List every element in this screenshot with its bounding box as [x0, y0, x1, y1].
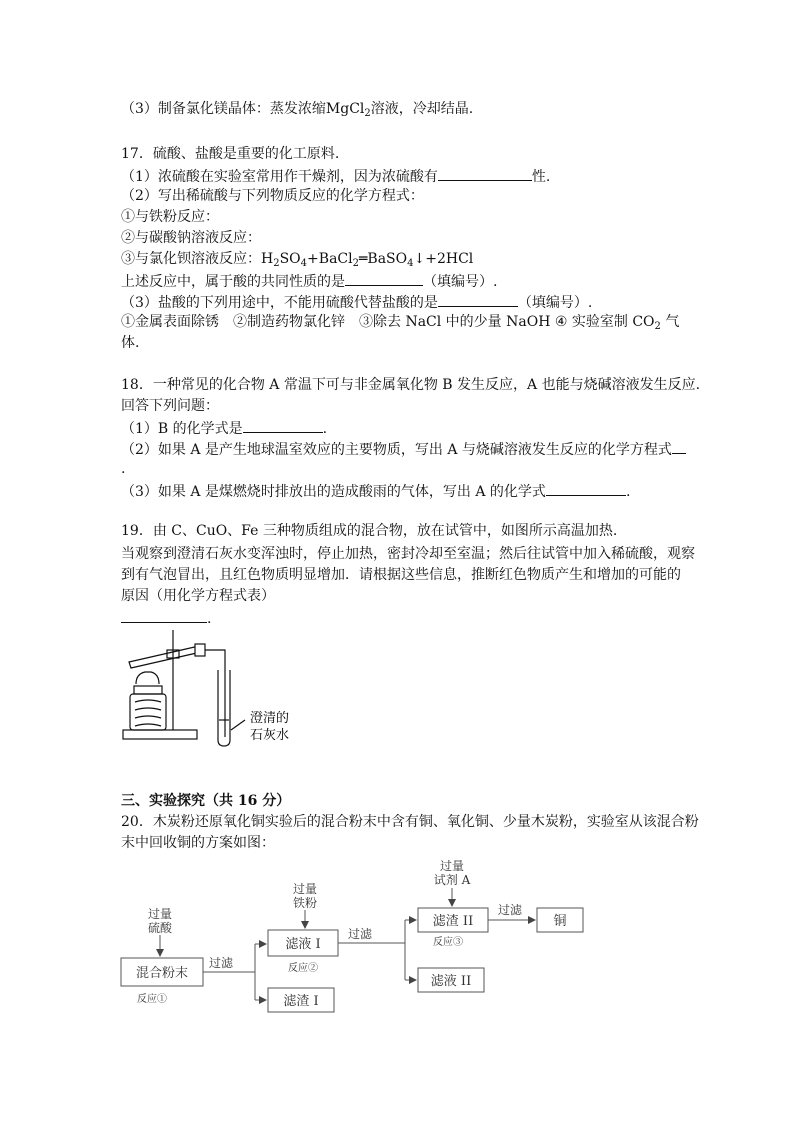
- q16-item3: （3）制备氯化镁晶体：蒸发浓缩MgCl$_2$溶液，冷却结晶.: [121, 101, 474, 119]
- copper-recovery-flowchart: [0, 850, 800, 1025]
- stopper: [195, 644, 205, 656]
- answer-blank[interactable]: [243, 418, 323, 433]
- stand-base: [123, 730, 197, 739]
- answer-blank[interactable]: [672, 439, 686, 454]
- q19-line4: 原因（用化学方程式表）: [121, 588, 275, 604]
- answer-blank[interactable]: [121, 608, 207, 623]
- label-reaction-2: 反应②: [288, 963, 318, 974]
- label-filter-2: 过滤: [347, 927, 373, 941]
- q17-part2: （2）写出稀硫酸与下列物质反应的化学方程式：: [121, 188, 424, 204]
- q18-part3: （3）如果 A 是煤燃烧时排放出的造成酸雨的气体，写出 A 的化学式 .: [121, 481, 630, 501]
- receiving-tube: [218, 670, 230, 746]
- q19-line2: 当观察到澄清石灰水变浑浊时，停止加热，密封冷却至室温；然后往试管中加入稀硫酸，观察: [121, 546, 695, 562]
- reagent-1-line1: 过量: [147, 907, 173, 921]
- label-copper: 铜: [553, 914, 567, 929]
- section-3-title: 三、实验探究（共 16 分）: [121, 793, 291, 809]
- q20-line2: 末中回收铜的方案如图：: [121, 835, 275, 851]
- delivery-tube: [205, 650, 225, 737]
- label-filtrate-2: 滤液 II: [430, 974, 472, 989]
- label-pointer: [231, 720, 245, 730]
- label-residue-2: 滤渣 II: [432, 914, 474, 929]
- label-filter-1: 过滤: [208, 956, 234, 970]
- reagent-2-line2: 铁粉: [292, 896, 318, 910]
- label-filtrate-1: 滤液 I: [285, 937, 321, 952]
- label-reaction-3: 反应③: [433, 937, 463, 948]
- reagent-1-line2: 硫酸: [147, 921, 173, 935]
- answer-blank[interactable]: [438, 166, 532, 181]
- label-mixed-powder: 混合粉末: [135, 966, 189, 981]
- q19-line3: 到有气泡冒出，且红色物质明显增加．请根据这些信息，推断红色物质产生和增加的可能的: [121, 567, 681, 583]
- q18-part1: （1）B 的化学式是 .: [121, 418, 327, 438]
- reagent-3-line1: 过量: [439, 859, 465, 873]
- lamp-neck: [134, 686, 162, 694]
- q17-part3: （3）盐酸的下列用途中，不能用硫酸代替盐酸的是 （填编号）.: [121, 292, 592, 312]
- q20-line1: 20．木炭粉还原氧化铜实验后的混合粉末中含有铜、氧化铜、少量木炭粉，实验室从该混合粉: [121, 814, 699, 830]
- q17-reaction-2: ②与碳酸钠溶液反应：: [121, 230, 261, 246]
- reagent-3-line2: 试剂 A: [433, 873, 471, 887]
- q17-part1: （1）浓硫酸在实验室常用作干燥剂，因为浓硫酸有 性.: [121, 166, 550, 186]
- q17-reaction-3: ③与氯化钡溶液反应：$H_2SO_4+BaCl_2═BaSO_4↓+2HCl$: [121, 251, 474, 269]
- q19-stem: 19．由 C、CuO、Fe 三种物质组成的混合物，放在试管中，如图所示高温加热.: [121, 523, 618, 539]
- q17-reaction-1: ①与铁粉反应：: [121, 209, 219, 225]
- q18-ask: 回答下列问题：: [121, 398, 219, 414]
- label-residue-1: 滤渣 I: [283, 994, 319, 1009]
- q17-options: ①金属表面除锈 ②制造药物氯化锌 ③除去 NaCl 中的少量 NaOH ④ 实验室制 $CO_2$ 气: [121, 314, 680, 332]
- fig-label-line1: 澄清的: [250, 711, 290, 726]
- test-tube: [129, 646, 201, 668]
- q17-title: 17．硫酸、盐酸是重要的化工原料.: [121, 146, 340, 162]
- reagent-2-line1: 过量: [292, 882, 318, 896]
- heating-apparatus-figure: [121, 622, 321, 747]
- fig-label-line2: 石灰水: [250, 728, 290, 743]
- lamp-wood-pattern: [135, 700, 161, 726]
- answer-blank[interactable]: [345, 271, 423, 286]
- q17-options-cont: 体.: [121, 335, 140, 351]
- answer-blank[interactable]: [438, 292, 518, 307]
- q18-part2-end: .: [121, 461, 126, 477]
- q18-part2: （2）如果 A 是产生地球温室效应的主要物质，写出 A 与烧碱溶液发生反应的化学方程式: [121, 439, 686, 459]
- q17-common: 上述反应中，属于酸的共同性质的是 （填编号）.: [121, 271, 497, 291]
- q19-answer-line: .: [121, 608, 211, 628]
- label-reaction-1: 反应①: [137, 994, 167, 1005]
- flame: [136, 672, 159, 684]
- answer-blank[interactable]: [546, 481, 626, 496]
- label-filter-3: 过滤: [497, 903, 523, 917]
- q18-stem: 18．一种常见的化合物 A 常温下可与非金属氧化物 B 发生反应，A 也能与烧碱溶液发生反应.: [121, 377, 701, 393]
